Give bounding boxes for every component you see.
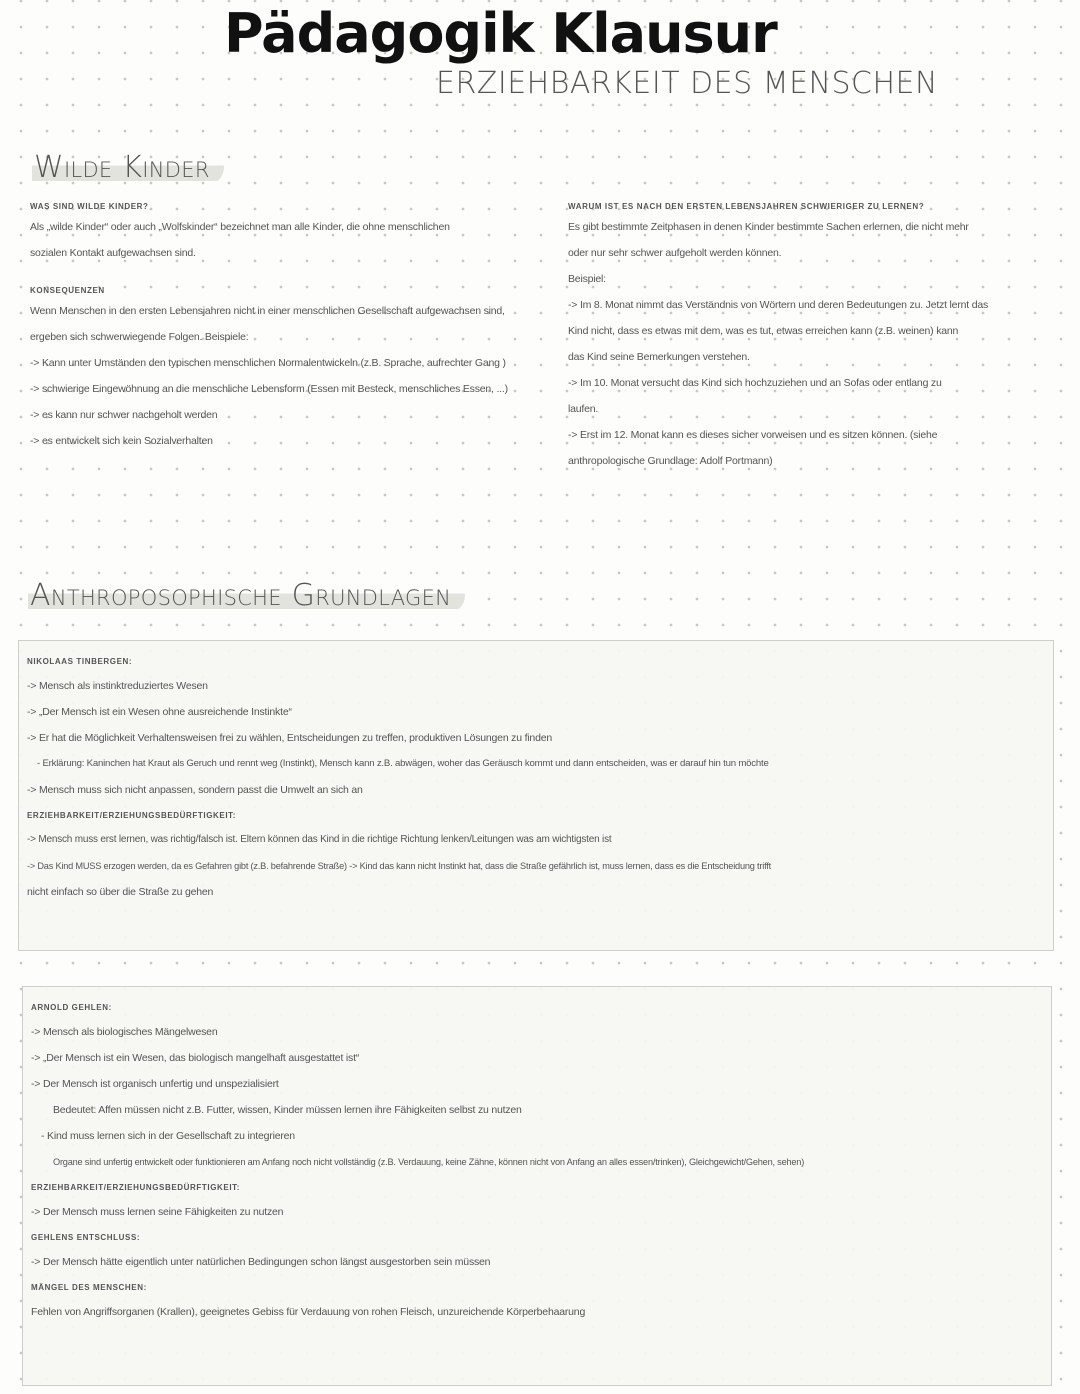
text-line: -> Er hat die Möglichkeit Verhaltensweisen frei zu wählen, Entscheidungen zu treffen, produktiven Lösungen zu finden bbox=[27, 732, 552, 744]
page-title: Pädagogik Klausur bbox=[224, 2, 777, 65]
text-line: das Kind seine Bemerkungen verstehen. bbox=[568, 351, 750, 363]
text-line: -> es kann nur schwer nachgeholt werden bbox=[30, 409, 218, 421]
text-line: -> Mensch als instinktreduziertes Wesen bbox=[27, 680, 208, 692]
gehlen-label: ARNOLD GEHLEN: bbox=[31, 1003, 112, 1012]
tinbergen-box bbox=[18, 640, 1054, 951]
text-line: -> Der Mensch muss lernen seine Fähigkeiten zu nutzen bbox=[31, 1206, 284, 1218]
text-line: Beispiel: bbox=[568, 273, 606, 285]
text-line: Es gibt bestimmte Zeitphasen in denen Kinder bestimmte Sachen erlernen, die nicht mehr bbox=[568, 221, 969, 233]
text-line: oder nur sehr schwer aufgeholt werden können. bbox=[568, 247, 782, 259]
erziehbarkeit-label: ERZIEHBARKEIT/ERZIEHUNGSBEDÜRFTIGKEIT: bbox=[27, 811, 237, 820]
text-line: -> Der Mensch ist organisch unfertig und unspezialisiert bbox=[31, 1078, 279, 1090]
wilde-kinder-left-column bbox=[30, 200, 550, 454]
question-label: WARUM IST ES NACH DEN ERSTEN LEBENSJAHREN SCHWIERIGER ZU LERNEN? bbox=[568, 202, 925, 211]
question-label: WAS SIND WILDE KINDER? bbox=[30, 202, 149, 211]
tinbergen-label: NIKOLAAS TINBERGEN: bbox=[27, 657, 133, 666]
text-line: -> Kann unter Umständen den typischen menschlichen Normalentwickeln (z.B. Sprache, aufrechter Gang ) bbox=[30, 357, 506, 369]
text-line: -> Im 8. Monat nimmt das Verständnis von Wörtern und deren Bedeutungen zu. Jetzt lernt das bbox=[568, 299, 989, 311]
text-line: -> es entwickelt sich kein Sozialverhalten bbox=[30, 435, 213, 447]
text-line: - Erklärung: Kaninchen hat Kraut als Geruch und rennt weg (Instinkt), Mensch kann z.B. abwägen, woher das Geräusch kommt und dann entscheiden, was er darauf hin tun möchte bbox=[37, 758, 769, 769]
section-heading-anthroposophische-grundlagen: Anthroposophische Grundlagen bbox=[28, 578, 465, 613]
text-line: ergeben sich schwerwiegende Folgen. Beispiele: bbox=[30, 331, 249, 343]
text-line: -> „Der Mensch ist ein Wesen, das biologisch mangelhaft ausgestattet ist“ bbox=[31, 1052, 360, 1064]
text-line: -> Das Kind MUSS erzogen werden, da es Gefahren gibt (z.B. befahrende Straße) -> Kind das kann nicht Instinkt hat, dass die Straße gefährlich ist, muss lernen, dass es die Entscheidung trifft bbox=[27, 861, 771, 871]
text-line: -> Mensch als biologisches Mängelwesen bbox=[31, 1026, 218, 1038]
text-line: laufen. bbox=[568, 403, 599, 415]
maengel-label: MÄNGEL DES MENSCHEN: bbox=[31, 1283, 147, 1292]
text-line: -> Im 10. Monat versucht das Kind sich hochzuziehen und an Sofas oder entlang zu bbox=[568, 377, 942, 389]
text-line: -> Mensch muss sich nicht anpassen, sondern passt die Umwelt an sich an bbox=[27, 784, 363, 796]
text-line: Bedeutet: Affen müssen nicht z.B. Futter, wissen, Kinder müssen lernen ihre Fähigkeiten selbst zu nutzen bbox=[53, 1104, 522, 1116]
consequences-label: KONSEQUENZEN bbox=[30, 286, 105, 295]
text-line: Organe sind unfertig entwickelt oder funktionieren am Anfang noch nicht vollständig (z.B. Verdauung, keine Zähne, können nicht von Anfang an alles essen/trinken), Gleichgewicht/Gehen, sehen) bbox=[53, 1157, 805, 1167]
text-line: -> schwierige Eingewöhnung an die menschliche Lebensform (Essen mit Besteck, menschliches Essen, ...) bbox=[30, 383, 508, 395]
gehlen-box bbox=[22, 986, 1052, 1386]
gehlens-entschluss-label: GEHLENS ENTSCHLUSS: bbox=[31, 1233, 141, 1242]
wilde-kinder-right-column bbox=[568, 200, 1038, 474]
text-line: Kind nicht, dass es etwas mit dem, was es tut, etwas erreichen kann (z.B. weinen) kann bbox=[568, 325, 959, 337]
text-line: Als „wilde Kinder“ oder auch „Wolfskinder“ bezeichnet man alle Kinder, die ohne menschlichen bbox=[30, 221, 450, 233]
text-line: anthropologische Grundlage: Adolf Portmann) bbox=[568, 455, 773, 467]
erziehbarkeit-label: ERZIEHBARKEIT/ERZIEHUNGSBEDÜRFTIGKEIT: bbox=[31, 1183, 241, 1192]
text-line: sozialen Kontakt aufgewachsen sind. bbox=[30, 247, 196, 259]
page-subtitle: ERZIEHBARKEIT DES MENSCHEN bbox=[436, 66, 938, 101]
text-line: Wenn Menschen in den ersten Lebensjahren nicht in einer menschlichen Gesellschaft aufgewachsen sind, bbox=[30, 305, 505, 317]
text-line: -> Erst im 12. Monat kann es dieses sicher vorweisen und es sitzen können. (siehe bbox=[568, 429, 938, 441]
text-line: nicht einfach so über die Straße zu gehen bbox=[27, 886, 214, 898]
text-line: - Kind muss lernen sich in der Gesellschaft zu integrieren bbox=[41, 1130, 295, 1142]
text-line: Fehlen von Angriffsorganen (Krallen), geeignetes Gebiss für Verdauung von rohen Fleisch, unzureichende Körperbehaarung bbox=[31, 1306, 586, 1318]
text-line: -> Der Mensch hätte eigentlich unter natürlichen Bedingungen schon längst ausgestorben sein müssen bbox=[31, 1256, 491, 1268]
text-line: -> „Der Mensch ist ein Wesen ohne ausreichende Instinkte“ bbox=[27, 706, 292, 718]
text-line: -> Mensch muss erst lernen, was richtig/falsch ist. Eltern können das Kind in die richtige Richtung lenken/Leitungen was am wichtigsten ist bbox=[27, 834, 612, 845]
section-heading-wilde-kinder: Wilde Kinder bbox=[32, 150, 224, 185]
